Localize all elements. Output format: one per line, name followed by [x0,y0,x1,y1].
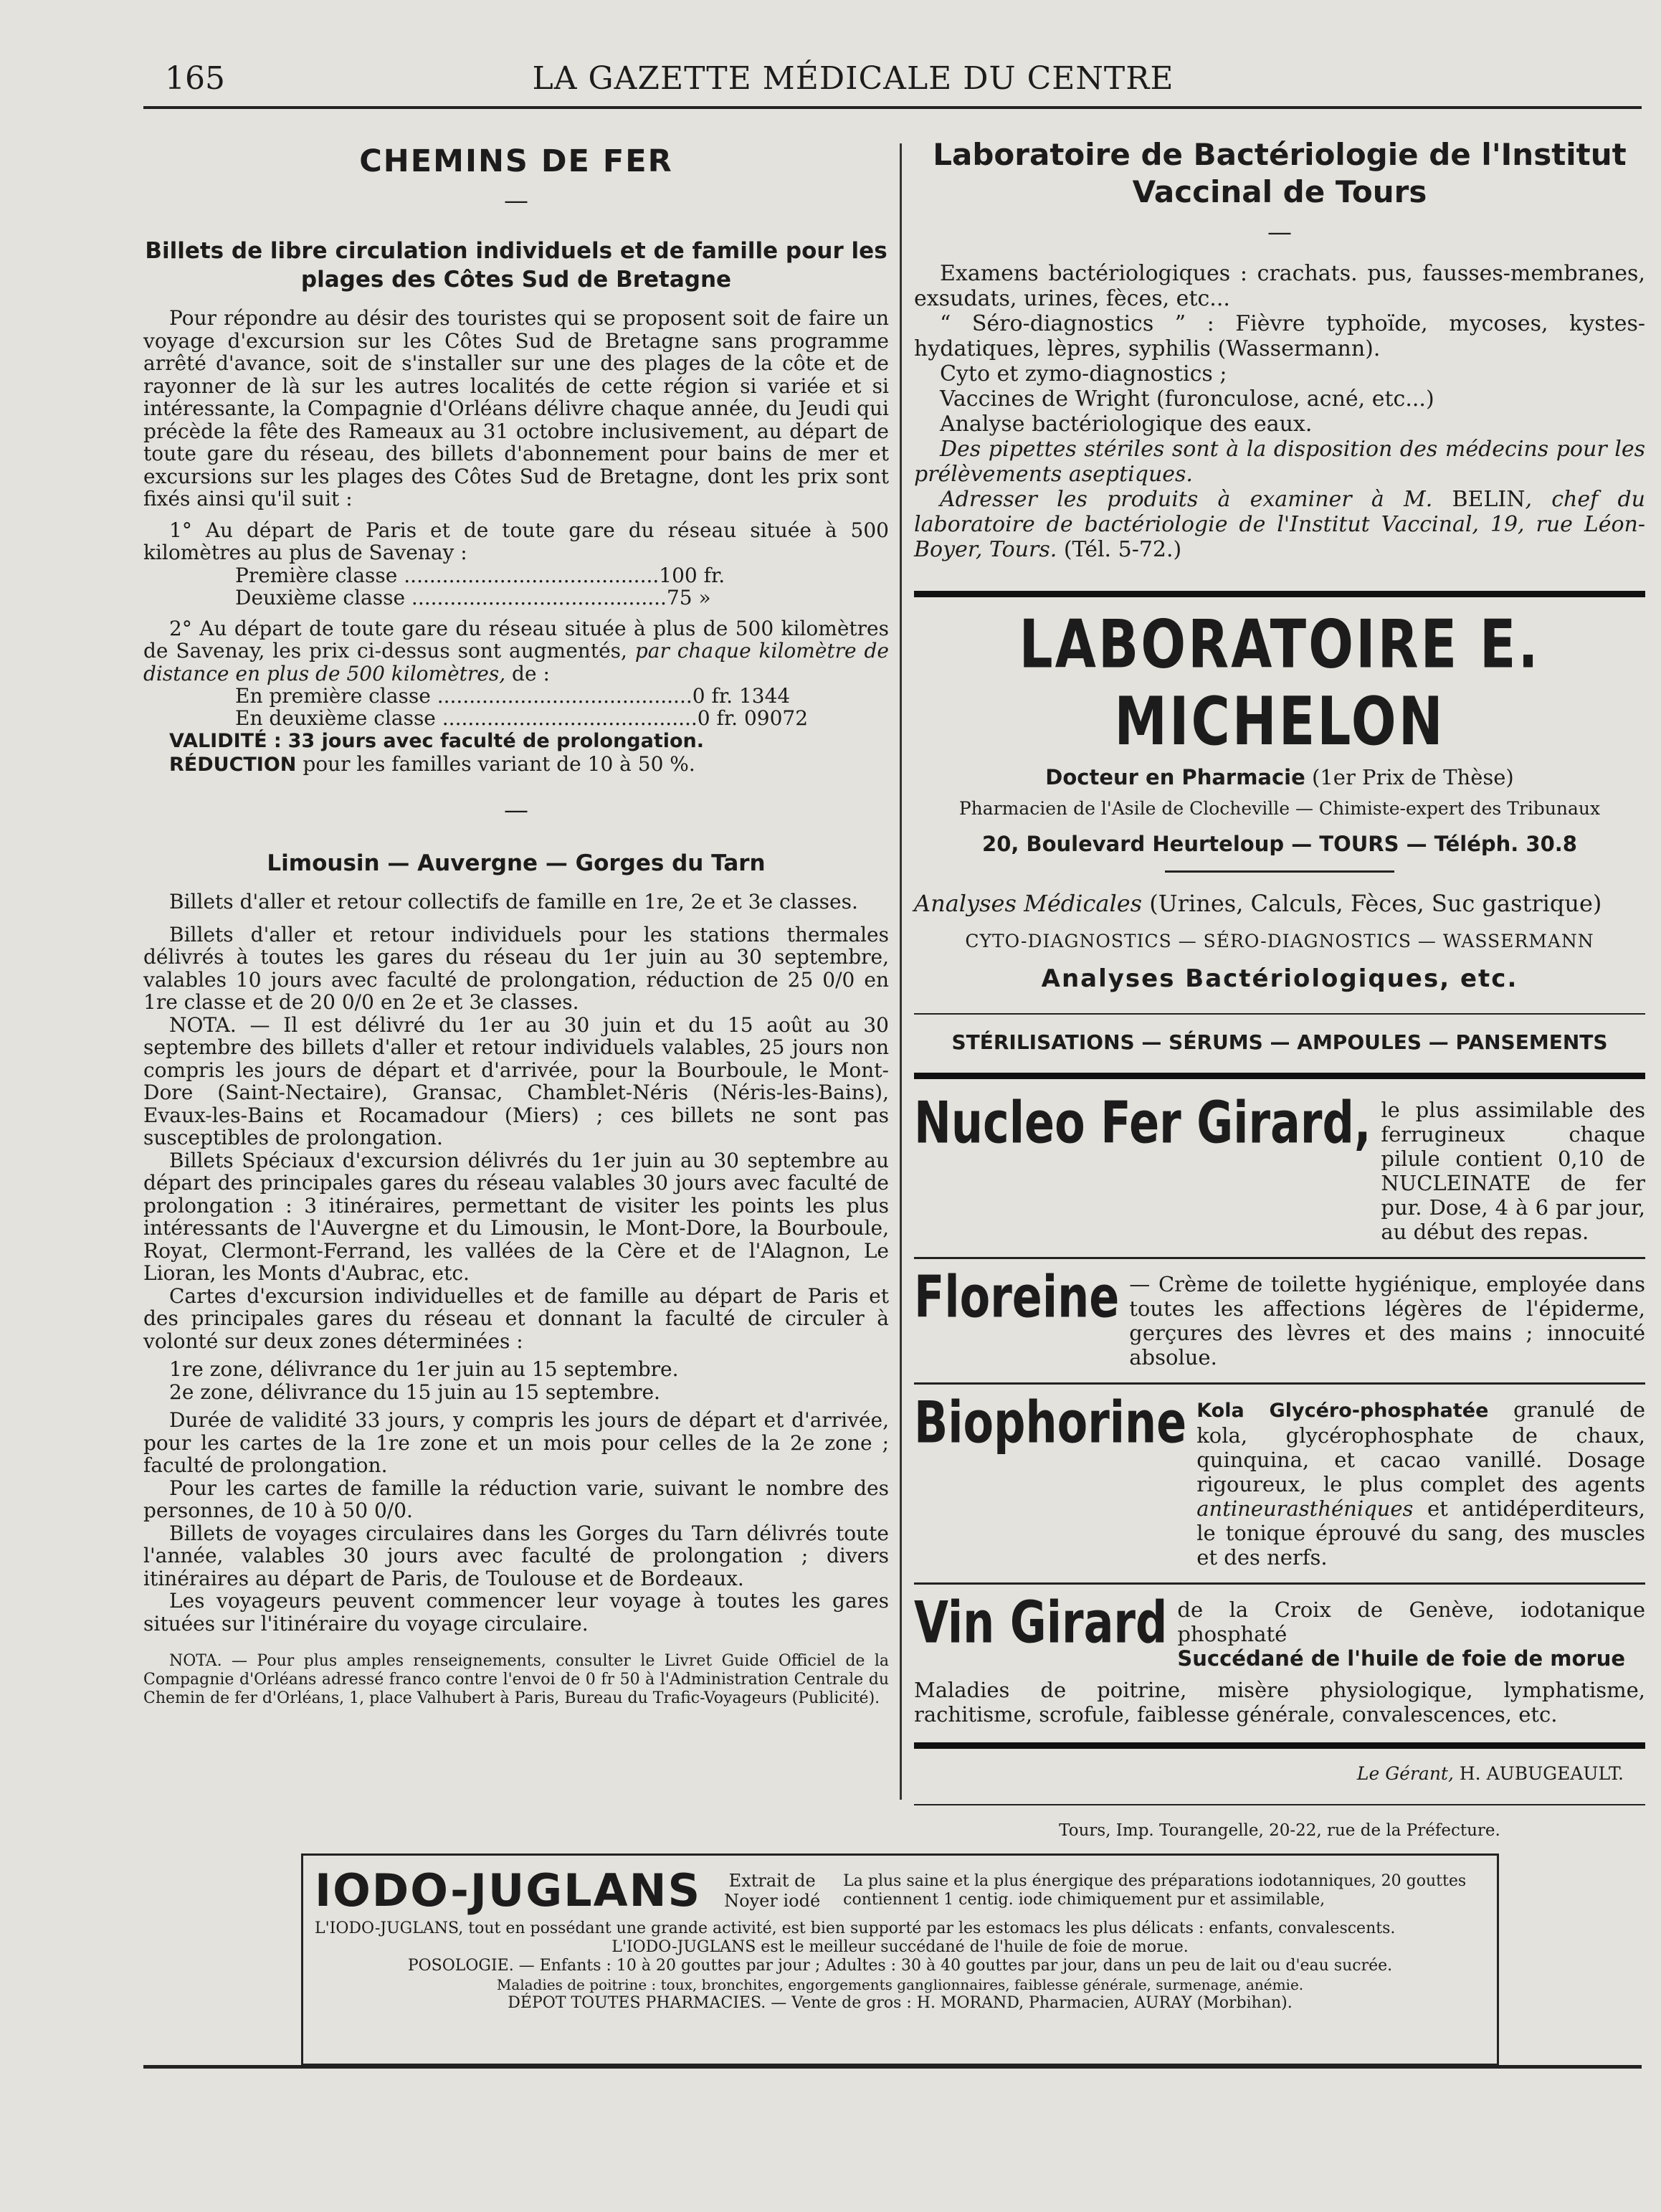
advertisement-column [914,136,1645,1840]
fare-row: En première classe ........................................ 0 fr. 1344 [235,684,791,708]
railway-column [143,143,889,1708]
michelon-address: 20, Boulevard Heurteloup — TOURS — Téléph. 30.8 [982,832,1577,856]
lab-line: Examens bactériologiques : crachats. pus, fausses-membranes, exsudats, urines, fèces, etc... [914,261,1645,311]
reduction-line: RÉDUCTION pour les familles variant de 10 à 50 %. [169,751,695,776]
limousin-subtitle: Limousin — Auvergne — Gorges du Tarn [267,850,766,876]
bottom-rule [143,2065,1642,2069]
lab-address: Adresser les produits à examiner à M. BELIN, chef du laboratoire de bactériologie de l'Institut Vaccinal, 19, rue Léon-Boyer, Tours. (Tél. 5-72.) [914,487,1645,562]
michelon-docteur: Docteur en Pharmacie (1er Prix de Thèse) [1045,765,1514,789]
ad-rule [914,591,1645,597]
michelon-bacteriologiques: Analyses Bactériologiques, etc. [1041,964,1518,993]
thin-rule [914,1804,1645,1805]
bretagne-point-2: 2° Au départ de toute gare du réseau située à plus de 500 kilomètres de Savenay, les prix ci-dessus sont augmentés, par chaque kilomètre de distance en plus de 500 kilomètres, de : [143,616,889,685]
limousin-p3: NOTA. — Il est délivré du 1er au 30 juin et du 15 août au 30 septembre des billets d'aller et retour individuels valables, 25 jours non compris les jours de départ et d'arrivée, pour la Bourboule, le Mont-Dore (Saint-Nectaire), Gransac, Chamblet-Néris (Néris-les-Bains), Evaux-les-Bains et Rocamadour (Miers) ; ces billets ne sont pas susceptibles de prolongation. [143,1012,889,1149]
gerant-line: Le Gérant, H. AUBUGEAULT. [1356,1763,1624,1784]
railway-note: NOTA. — Pour plus amples renseignements, consulter le Livret Guide Officiel de la Compagnie d'Orléans adressé franco contre l'envoi de 0 fr 50 à l'Administration Centrale du Chemin de fer d'Orléans, 1, place Valhubert à Paris, Bureau du Trafic-Voyageurs (Publicité). [143,1652,889,1707]
michelon-sterilisations: STÉRILISATIONS — SÉRUMS — AMPOULES — PANSEMENTS [951,1030,1608,1054]
iodo-line: POSOLOGIE. — Enfants : 10 à 20 gouttes par jour ; Adultes : 30 à 40 gouttes par jour, dans un peu de lait ou d'eau sucrée. [407,1957,1393,1975]
limousin-p1: Billets d'aller et retour collectifs de famille en 1re, 2e et 3e classes. [169,890,858,913]
thin-rule [914,1257,1645,1259]
iodo-name: IODO-JUGLANS [315,1864,702,1917]
nucleo-text: le plus assimilable des ferrugineux chaque pilule contient 0,10 de NUCLEINATE de fer pur. Dose, 4 à 6 par jour, au début des repas. [1381,1098,1645,1244]
separator: — [504,186,528,215]
journal-title: LA GAZETTE MÉDICALE DU CENTRE [532,60,1174,97]
lab-line: Vaccines de Wright (furonculose, acné, etc...) [940,386,1434,412]
biophorine-kola: Kola Glycéro-phosphatée [1196,1400,1489,1422]
bretagne-subtitle: Billets de libre circulation individuels et de famille pour les plages des Côtes Sud de Bretagne [145,238,887,293]
vin-girard-ad: Vin Girard de la Croix de Genève, iodotanique phosphaté Succédané de l'huile de foie de morue [914,1587,1645,1671]
validite-line: VALIDITÉ : 33 jours avec faculté de prolongation. [169,730,705,752]
separator: — [504,796,528,825]
lab-title: Laboratoire de Bactériologie de l'Institut Vaccinal de Tours [933,137,1627,209]
thin-rule [914,1582,1645,1585]
limousin-p7: Pour les cartes de famille la réduction varie, suivant le nombre des personnes, de 10 à 50 0/0. [143,1476,889,1522]
lab-line: Cyto et zymo-diagnostics ; [940,361,1227,386]
limousin-p5: Cartes d'excursion individuelles et de famille au départ de Paris et des principales gares du réseau et donnant la faculté de circuler à volonté sur deux zones déterminées : [143,1283,889,1353]
limousin-p9: Les voyageurs peuvent commencer leur voyage à toutes les gares situées sur l'itinéraire du voyage circulaire. [143,1589,889,1636]
fare-row: En deuxième classe ........................................ 0 fr. 09072 [235,706,809,730]
iodo-line: Maladies de poitrine : toux, bronchites, engorgements ganglionnaires, faiblesse générale, surmenage, anémie. [496,1976,1304,1993]
lab-line: Analyse bactériologique des eaux. [940,412,1313,437]
fare-row: Première classe ........................................ 100 fr. [235,563,725,587]
michelon-pharmacien: Pharmacien de l'Asile de Clocheville — Chimiste-expert des Tribunaux [958,798,1601,819]
floreine-ad [914,1262,1645,1370]
limousin-p6: Durée de validité 33 jours, y compris les jours de départ et d'arrivée, pour les cartes de la 1re zone et un mois pour celles de la 2e zone ; faculté de prolongation. [143,1408,889,1477]
vin-girard-name: Vin Girard [914,1587,1168,1656]
michelon-analyses: Analyses Médicales (Urines, Calculs, Fèces, Suc gastrique) [914,890,1602,917]
zone-1: 1re zone, délivrance du 1er juin au 15 septembre. [169,1357,679,1381]
floreine-name: Floreine [914,1262,1120,1331]
michelon-name: LABORATOIRE E. MICHELON [1019,606,1541,761]
bretagne-point-1: 1° Au départ de Paris et de toute gare du réseau située à 500 kilomètres au plus de Savenay : [143,518,889,564]
pipettes-note: Des pipettes stériles sont à la disposition des médecins pour les prélèvements aseptiques. [914,437,1645,487]
iodo-depot: DÉPOT TOUTES PHARMACIES. — Vente de gros : H. MORAND, Pharmacien, AURAY (Morbihan). [508,1994,1293,2012]
floreine-text: — Crème de toilette hygiénique, employée dans toutes les affections légères de l'épiderme, gerçures des lèvres et des mains ; innocuité absolue. [1129,1272,1645,1370]
thin-rule [914,1013,1645,1015]
thin-rule [914,1382,1645,1385]
iodo-extrait: Extrait de Noyer iodé [724,1870,821,1911]
fare-row: Deuxième classe ........................................ 75 » [235,585,711,609]
iodo-desc: La plus saine et la plus énergique des préparations iodotanniques, 20 gouttes contiennent 1 centig. iode chimiquement pur et assimilable, [843,1871,1467,1909]
limousin-p8: Billets de voyages circulaires dans les Gorges du Tarn délivrés toute l'année, valables 30 jours avec faculté de prolongation ; divers itinéraires au départ de Paris, de Toulouse et de Bordeaux. [143,1521,889,1590]
vin-girard-text: Maladies de poitrine, misère physiologique, lymphatisme, rachitisme, scrofule, faiblesse générale, convalescences, etc. [914,1678,1645,1727]
separator: — [1267,218,1292,247]
column-divider [900,143,902,1800]
running-header [165,56,1541,99]
biophorine-name: Biophorine [914,1387,1187,1456]
limousin-p2: Billets d'aller et retour individuels pour les stations thermales délivrés à toutes les gares du réseau du 1er juin au 30 septembre, valables 10 jours avec faculté de prolongation, réduction de 25 0/0 en 1re classe et de 20 0/0 en 2e et 3e classes. [143,922,889,1014]
iodo-line: L'IODO-JUGLANS, tout en possédant une grande activité, est bien supporté par les estomacs les plus délicats : enfants, convalescents. [315,1919,1396,1937]
bretagne-intro: Pour répondre au désir des touristes qui se proposent soit de faire un voyage d'excursion sur les Côtes Sud de Bretagne sans programme arrêté d'avance, soit de s'installer sur une des plages de la côte et de rayonner de là sur les autres localités de cette région si variée et si intéressante, la Compagnie d'Orléans délivre chaque année, du Jeudi qui précède la fête des Rameaux au 31 octobre inclusivement, au départ de toute gare du réseau, des billets d'abonnement pour bains de mer et excursions sur les plages des Côtes Sud de Bretagne, dont les prix sont fixés ainsi qu'il suit : [143,306,889,511]
header-rule [143,106,1642,109]
lab-line: “ Séro-diagnostics ” : Fièvre typhoïde, mycoses, kystes-hydatiques, lèpres, syphilis (Wassermann). [914,311,1645,361]
nucleo-ad [914,1088,1645,1244]
section-title: CHEMINS DE FER [359,143,673,179]
ad-rule [914,1073,1645,1079]
imprimerie: Tours, Imp. Tourangelle, 20-22, rue de la Préfecture. [1059,1821,1500,1840]
zone-2: 2e zone, délivrance du 15 juin au 15 septembre. [169,1380,660,1404]
nucleo-name: Nucleo Fer Girard, [914,1088,1371,1157]
iodo-line: L'IODO-JUGLANS est le meilleur succédané de l'huile de foie de morue. [611,1938,1189,1956]
short-rule [1165,870,1394,873]
limousin-p4: Billets Spéciaux d'excursion délivrés du 1er juin au 30 septembre au départ des principales gares du réseau valables 30 jours avec faculté de prolongation : 3 itinéraires, permettant de visiter les points les plus intéressants de l'Auvergne et du Limousin, le Mont-Dore, la Bourboule, Royat, Clermont-Ferrand, les vallées de la Cère et de l'Alagnon, Le Lioran, les Monts d'Aubrac, etc. [143,1148,889,1285]
page-number: 165 [165,60,225,97]
iodo-juglans-ad [301,1853,1499,2066]
ad-rule [914,1742,1645,1749]
michelon-diagnostics: CYTO-DIAGNOSTICS — SÉRO-DIAGNOSTICS — WASSERMANN [965,931,1594,951]
biophorine-ad: Biophorine Kola Glycéro-phosphatée granulé de kola, glycérophosphate de chaux, quinquina, et cacao vanillé. Dosage rigoureux, le plus complet des agents antineurasthéniques et antidéperditeurs, le tonique éprouvé du sang, des muscles et des nerfs. [914,1387,1646,1570]
